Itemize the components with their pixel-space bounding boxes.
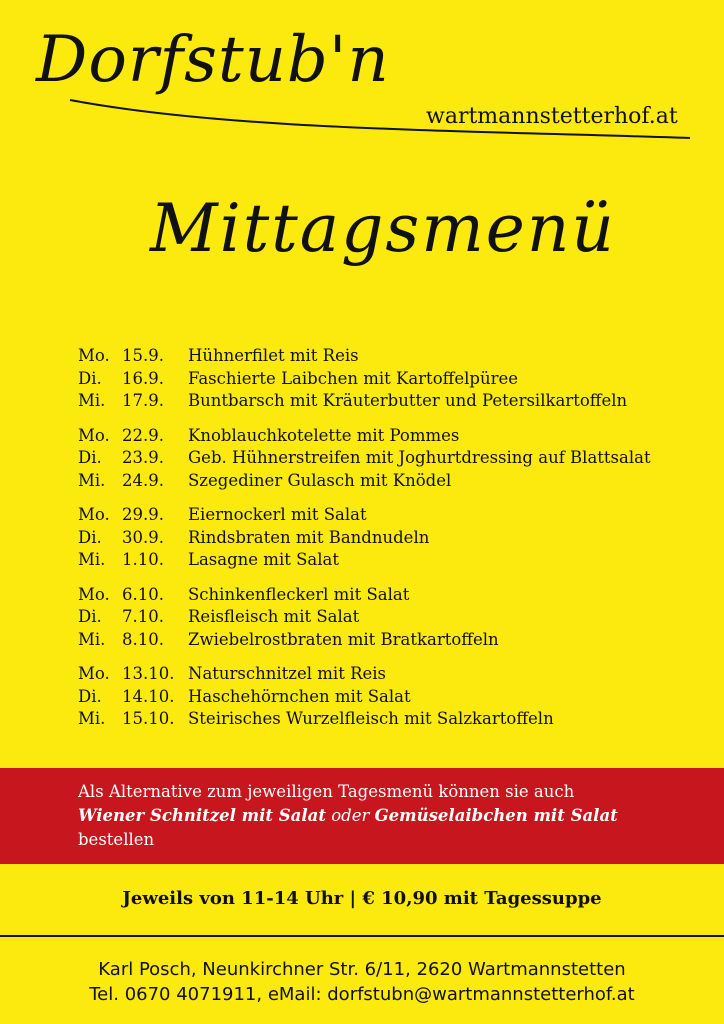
menu-day: Mi. <box>78 550 106 569</box>
menu-dish: Rindsbraten mit Bandnudeln <box>188 527 430 547</box>
menu-week <box>78 425 698 493</box>
menu-date: 23.9. <box>122 448 164 467</box>
footer-address: Karl Posch, Neunkirchner Str. 6/11, 2620 Wartmannstetten <box>98 959 626 980</box>
menu-day: Di. <box>78 686 102 706</box>
menu-day: Mo. <box>78 346 110 365</box>
menu-row <box>78 708 698 731</box>
alternative-option-2: Gemüselaibchen mit Salat <box>374 806 618 825</box>
menu-dish: Naturschnitzel mit Reis <box>188 664 386 683</box>
alternative-option-1: Wiener Schnitzel mit Salat <box>78 806 326 825</box>
divider <box>0 935 724 937</box>
menu-week <box>78 504 698 572</box>
menu-row <box>78 584 698 607</box>
menu-row <box>78 629 698 652</box>
menu-list <box>78 345 698 743</box>
menu-day: Di. <box>78 368 102 388</box>
menu-dish: Geb. Hühnerstreifen mit Joghurtdressing auf Blattsalat <box>188 448 651 467</box>
menu-dish: Haschehörnchen mit Salat <box>188 686 411 706</box>
menu-day: Mi. <box>78 629 106 649</box>
menu-row <box>78 345 698 368</box>
menu-date: 7.10. <box>122 607 164 626</box>
menu-row <box>78 606 698 629</box>
logo: Dorfstub'n <box>36 23 390 97</box>
menu-dish: Zwiebelrostbraten mit Bratkartoffeln <box>188 629 499 649</box>
menu-dish: Buntbarsch mit Kräuterbutter und Petersilkartoffeln <box>188 391 628 410</box>
menu-dish: Reisfleisch mit Salat <box>188 607 360 626</box>
menu-dish: Faschierte Laibchen mit Kartoffelpüree <box>188 368 518 388</box>
menu-row <box>78 527 698 550</box>
menu-dish: Szegediner Gulasch mit Knödel <box>188 470 452 490</box>
menu-row <box>78 470 698 493</box>
menu-date: 6.10. <box>122 584 164 604</box>
menu-week <box>78 663 698 731</box>
menu-day: Mo. <box>78 425 110 445</box>
menu-date: 15.9. <box>122 346 164 365</box>
menu-day: Mi. <box>78 391 106 410</box>
price-line: Jeweils von 11-14 Uhr | € 10,90 mit Tagessuppe <box>122 888 602 909</box>
menu-dish: Schinkenfleckerl mit Salat <box>188 584 410 604</box>
menu-date: 29.9. <box>122 505 164 524</box>
menu-dish: Knoblauchkotelette mit Pommes <box>188 425 460 445</box>
menu-row <box>78 425 698 448</box>
menu-dish: Steirisches Wurzelfleisch mit Salzkartoffeln <box>188 709 554 728</box>
menu-day: Mo. <box>78 664 110 683</box>
website-label: wartmannstetterhof.at <box>426 104 678 129</box>
menu-day: Mi. <box>78 470 106 490</box>
menu-date: 24.9. <box>122 470 164 490</box>
menu-dish: Hühnerfilet mit Reis <box>188 346 359 365</box>
alternative-connector: oder <box>325 806 375 825</box>
menu-date: 17.9. <box>122 391 164 410</box>
menu-date: 16.9. <box>122 368 164 388</box>
menu-week <box>78 584 698 652</box>
page-title: Mittagsmenü <box>150 190 616 267</box>
alternative-banner <box>0 768 724 864</box>
menu-day: Mi. <box>78 709 106 728</box>
menu-row <box>78 504 698 527</box>
menu-date: 15.10. <box>122 709 175 728</box>
menu-day: Di. <box>78 607 102 626</box>
menu-day: Di. <box>78 448 102 467</box>
alternative-outro: bestellen <box>78 830 155 849</box>
menu-date: 14.10. <box>122 686 175 706</box>
menu-row <box>78 549 698 572</box>
menu-week <box>78 345 698 413</box>
menu-date: 13.10. <box>122 664 175 683</box>
menu-row <box>78 447 698 470</box>
menu-row <box>78 390 698 413</box>
footer <box>0 957 724 1007</box>
menu-date: 30.9. <box>122 527 164 547</box>
menu-row <box>78 686 698 709</box>
menu-row <box>78 368 698 391</box>
menu-row <box>78 663 698 686</box>
menu-dish: Lasagne mit Salat <box>188 550 339 569</box>
menu-day: Mo. <box>78 505 110 524</box>
footer-contact: Tel. 0670 4071911, eMail: dorfstubn@wartmannstetterhof.at <box>89 984 635 1005</box>
menu-day: Di. <box>78 527 102 547</box>
menu-date: 8.10. <box>122 629 164 649</box>
menu-date: 22.9. <box>122 425 164 445</box>
menu-day: Mo. <box>78 584 110 604</box>
menu-dish: Eiernockerl mit Salat <box>188 505 367 524</box>
menu-date: 1.10. <box>122 550 164 569</box>
alternative-intro: Als Alternative zum jeweiligen Tagesmenü können sie auch <box>78 782 575 801</box>
